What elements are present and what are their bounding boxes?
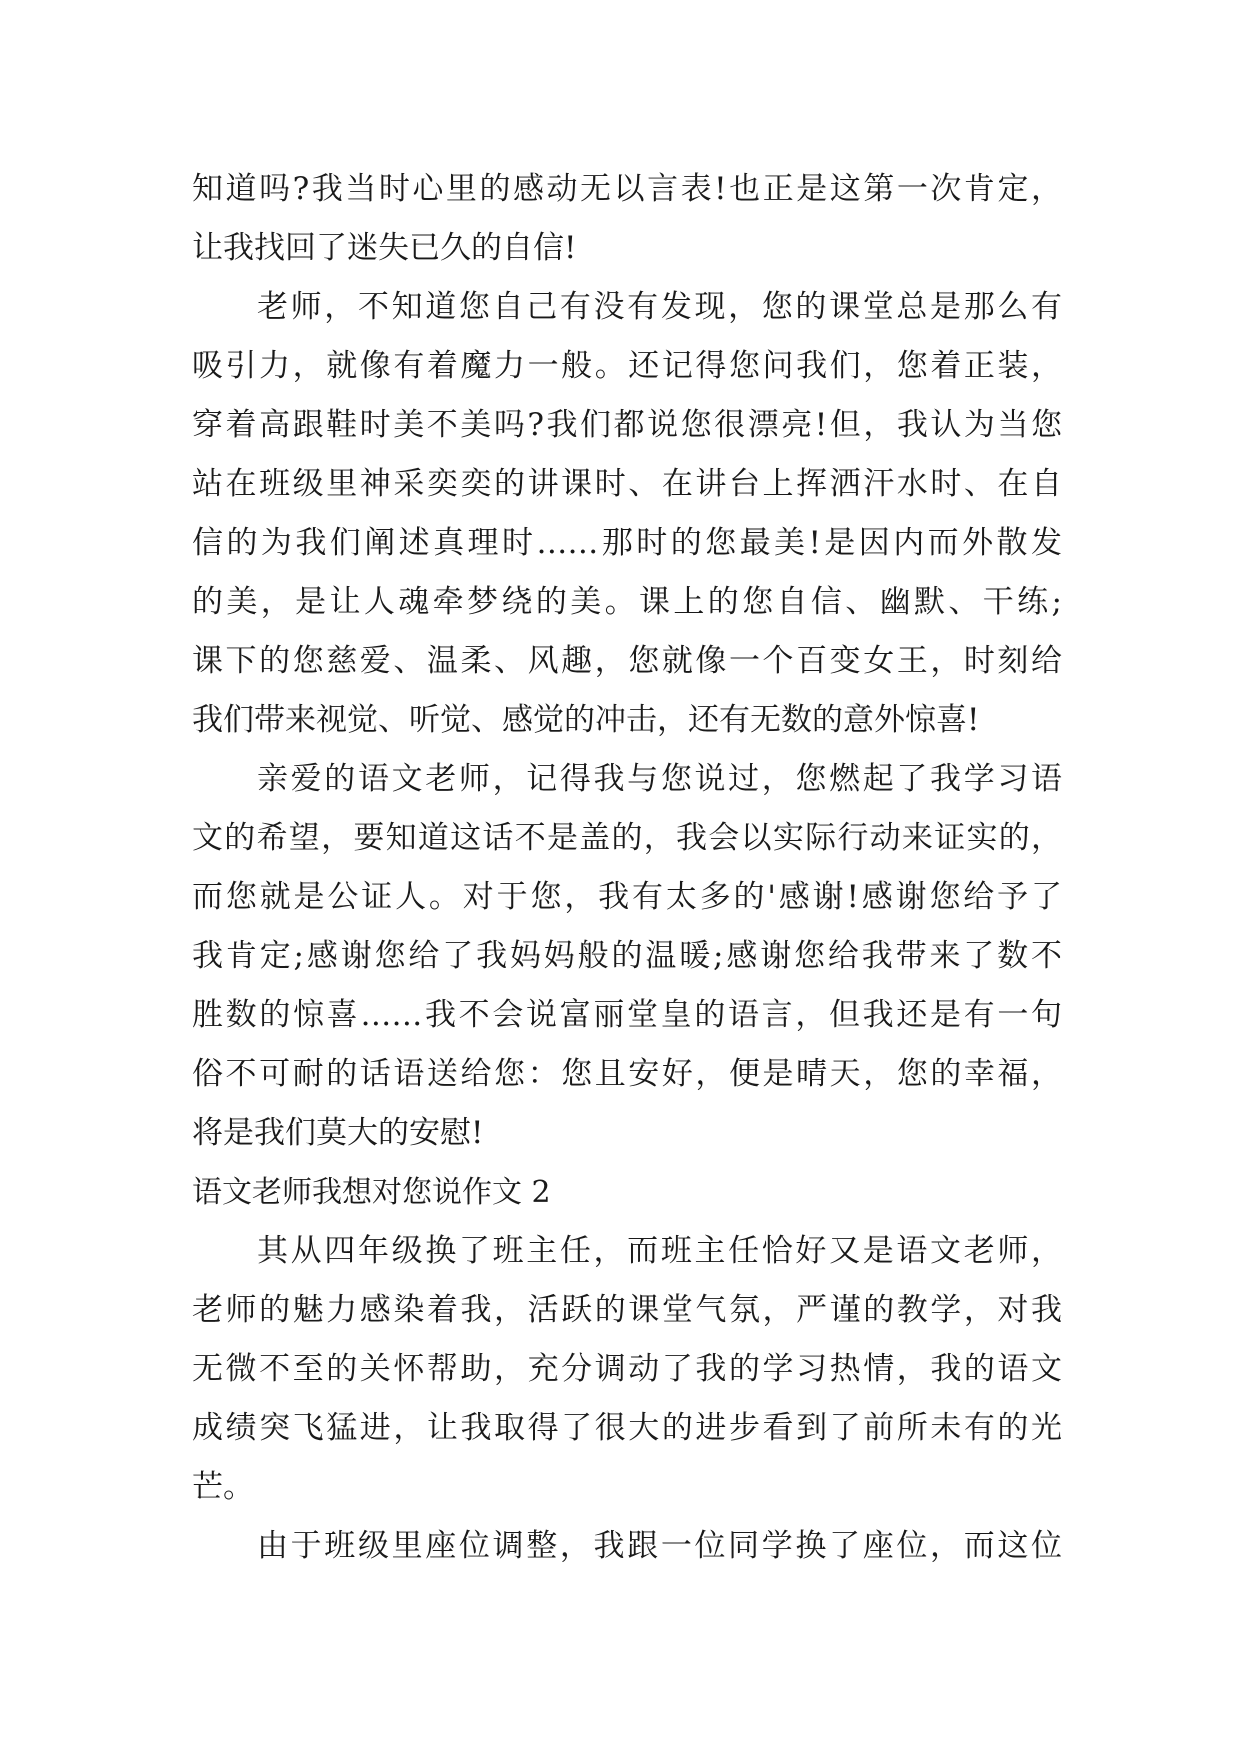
- text-line: 老师的魅力感染着我，活跃的课堂气氛，严谨的教学，对我: [192, 1292, 1062, 1328]
- text-line: 吸引力，就像有着魔力一般。还记得您问我们，您着正装，: [192, 348, 1062, 384]
- section-heading: 语文老师我想对您说作文 2: [192, 1175, 551, 1210]
- paragraph-first-line: 老师，不知道您自己有没有发现，您的课堂总是那么有: [257, 289, 1062, 325]
- essay-body: [192, 160, 1062, 1576]
- text-line: 文的希望，要知道这话不是盖的，我会以实际行动来证实的，: [192, 820, 1062, 856]
- text-line: 信的为我们阐述真理时……那时的您最美!是因内而外散发: [192, 525, 1062, 561]
- paragraph-first-line: 由于班级里座位调整，我跟一位同学换了座位，而这位: [257, 1528, 1062, 1564]
- text-line: 成绩突飞猛进，让我取得了很大的进步看到了前所未有的光: [192, 1410, 1062, 1446]
- text-line: 知道吗?我当时心里的感动无以言表!也正是这第一次肯定，: [192, 171, 1062, 207]
- paragraph-first-line: 其从四年级换了班主任，而班主任恰好又是语文老师，: [257, 1233, 1062, 1269]
- text-line: 穿着高跟鞋时美不美吗?我们都说您很漂亮!但，我认为当您: [192, 407, 1062, 443]
- text-line: 无微不至的关怀帮助，充分调动了我的学习热情，我的语文: [192, 1351, 1062, 1387]
- text-line: 我肯定;感谢您给了我妈妈般的温暖;感谢您给我带来了数不: [192, 938, 1062, 974]
- text-line: 我们带来视觉、听觉、感觉的冲击，还有无数的意外惊喜!: [192, 702, 980, 738]
- text-line: 而您就是公证人。对于您，我有太多的'感谢!感谢您给予了: [192, 879, 1062, 915]
- text-line: 将是我们莫大的安慰!: [192, 1115, 484, 1151]
- text-line: 让我找回了迷失已久的自信!: [192, 230, 577, 266]
- paragraph-first-line: 亲爱的语文老师，记得我与您说过，您燃起了我学习语: [257, 761, 1062, 797]
- text-line: 站在班级里神采奕奕的讲课时、在讲台上挥洒汗水时、在自: [192, 466, 1062, 502]
- text-line: 课下的您慈爱、温柔、风趣，您就像一个百变女王，时刻给: [192, 643, 1062, 679]
- text-line: 的美，是让人魂牵梦绕的美。课上的您自信、幽默、干练;: [192, 584, 1062, 620]
- text-line: 芒。: [192, 1469, 254, 1505]
- text-line: 俗不可耐的话语送给您：您且安好，便是晴天，您的幸福，: [192, 1056, 1062, 1092]
- text-line: 胜数的惊喜……我不会说富丽堂皇的语言，但我还是有一句: [192, 997, 1062, 1033]
